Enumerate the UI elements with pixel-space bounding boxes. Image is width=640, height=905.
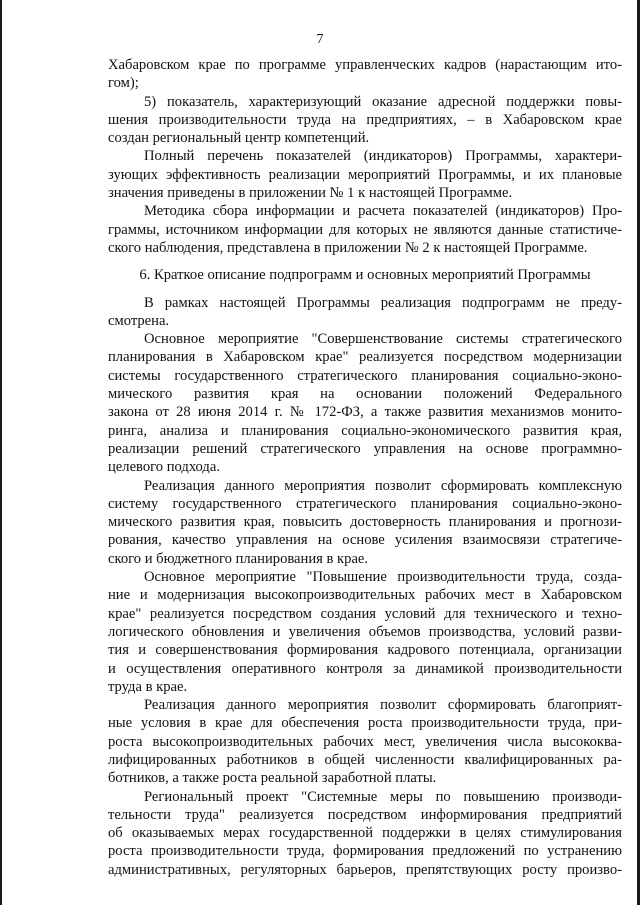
text-line: Региональный проект "Системные меры по повышению производи- <box>144 788 622 805</box>
document-body <box>108 56 622 879</box>
text-line: рования, качество управления на основе усиления взаимосвязи стратегиче- <box>108 532 622 549</box>
text-line: систему государственного стратегического планирования социально-эконо- <box>108 495 622 512</box>
paragraph <box>108 294 622 331</box>
paragraph <box>108 56 622 93</box>
text-line: значения приведены в приложении № 1 к настоящей Программе. <box>108 185 513 202</box>
paragraph <box>108 330 622 476</box>
paragraph <box>108 93 622 148</box>
text-line: закона от 28 июня 2014 г. № 172-ФЗ, а также развития механизмов монито- <box>108 404 622 421</box>
text-line: мического развития края на основании положений Федерального <box>108 386 622 403</box>
text-line: В рамках настоящей Программы реализация подпрограмм не преду- <box>144 294 622 311</box>
paragraph <box>108 202 622 257</box>
text-line: Полный перечень показателей (индикаторов) Программы, характери- <box>144 148 622 165</box>
text-line: планирования в Хабаровском крае" реализуется посредством модернизации <box>108 349 622 366</box>
text-line: Основное мероприятие "Повышение производительности труда, созда- <box>144 569 622 586</box>
paragraph <box>108 788 622 879</box>
text-line: ные условия в крае для обеспечения роста производительности труда, при- <box>108 715 622 732</box>
text-line: Основное мероприятие "Совершенствование системы стратегического <box>144 331 622 348</box>
text-line: создан региональный центр компетенций. <box>108 130 370 147</box>
text-line: реализации решений стратегического управления на основе программно- <box>108 440 622 457</box>
text-line: крае" реализуется посредством создания условий для технического и техно- <box>108 605 622 622</box>
paragraph <box>108 568 622 696</box>
text-line: гом); <box>108 75 139 92</box>
text-line: тия и совершенствования формирования кадрового потенциала, организации <box>108 642 622 659</box>
text-line: Методика сбора информации и расчета показателей (индикаторов) Про- <box>144 203 622 220</box>
text-line: зующих эффективность реализации мероприятий Программы, и их плановые <box>108 166 622 183</box>
text-line: ского и бюджетного планирования в крае. <box>108 550 369 567</box>
text-line: ринга, анализа и планирования социально-экономического развития края, <box>108 422 622 439</box>
scan-edge-left <box>0 0 2 905</box>
text-line: Реализация данного мероприятия позволит сформировать комплексную <box>144 477 622 494</box>
paragraph <box>108 477 622 568</box>
section-heading <box>108 266 622 284</box>
text-line: Реализация данного мероприятия позволит сформировать благоприят- <box>144 697 622 714</box>
text-line: ние и модернизация высокопроизводительных рабочих мест в Хабаровском <box>108 587 622 604</box>
text-line: административных, регуляторных барьеров, препятствующих росту произво- <box>108 861 622 878</box>
text-line: Хабаровском крае по программе управленческих кадров (нарастающим ито- <box>108 57 622 73</box>
text-line: труда в крае. <box>108 678 188 695</box>
text-line: шения производительности труда на предприятиях, – в Хабаровском крае <box>108 111 622 128</box>
text-line: роста высокопроизводительных рабочих мест, увеличения числа высококва- <box>108 733 622 750</box>
text-line: об оказываемых мерах государственной поддержки в целях стимулирования <box>108 825 622 842</box>
text-line: 6. Краткое описание подпрограмм и основных мероприятий Программы <box>139 267 591 284</box>
text-line: смотрена. <box>108 312 170 329</box>
text-line: логического обновления и увеличения объемов производства, условий разви- <box>108 623 622 640</box>
text-line: тельности труда" реализуется посредством информирования предприятий <box>108 806 622 823</box>
text-line: ского наблюдения, представлена в приложении № 2 к настоящей Программе. <box>108 239 588 256</box>
paragraph <box>108 696 622 787</box>
text-line: граммы, источником информации для которых не являются данные статистиче- <box>108 221 622 238</box>
text-line: и осуществления оперативного контроля за динамикой производительности <box>108 660 622 677</box>
text-line: роста производительности труда, формирования предложений по устранению <box>108 843 622 860</box>
text-line: целевого подхода. <box>108 459 220 476</box>
paragraph <box>108 147 622 202</box>
page-number: 7 <box>316 32 324 47</box>
text-line: лифицированных работников в общей численности квалифицированных ра- <box>108 751 622 768</box>
text-line: 5) показатель, характеризующий оказание адресной поддержки повы- <box>144 93 622 110</box>
text-line: мического развития края, повысить достоверность планирования и прогнози- <box>108 514 622 531</box>
text-line: системы государственного стратегического планирования социально-эконо- <box>108 367 622 384</box>
text-line: ботников, а также роста реальной заработной платы. <box>108 770 437 787</box>
